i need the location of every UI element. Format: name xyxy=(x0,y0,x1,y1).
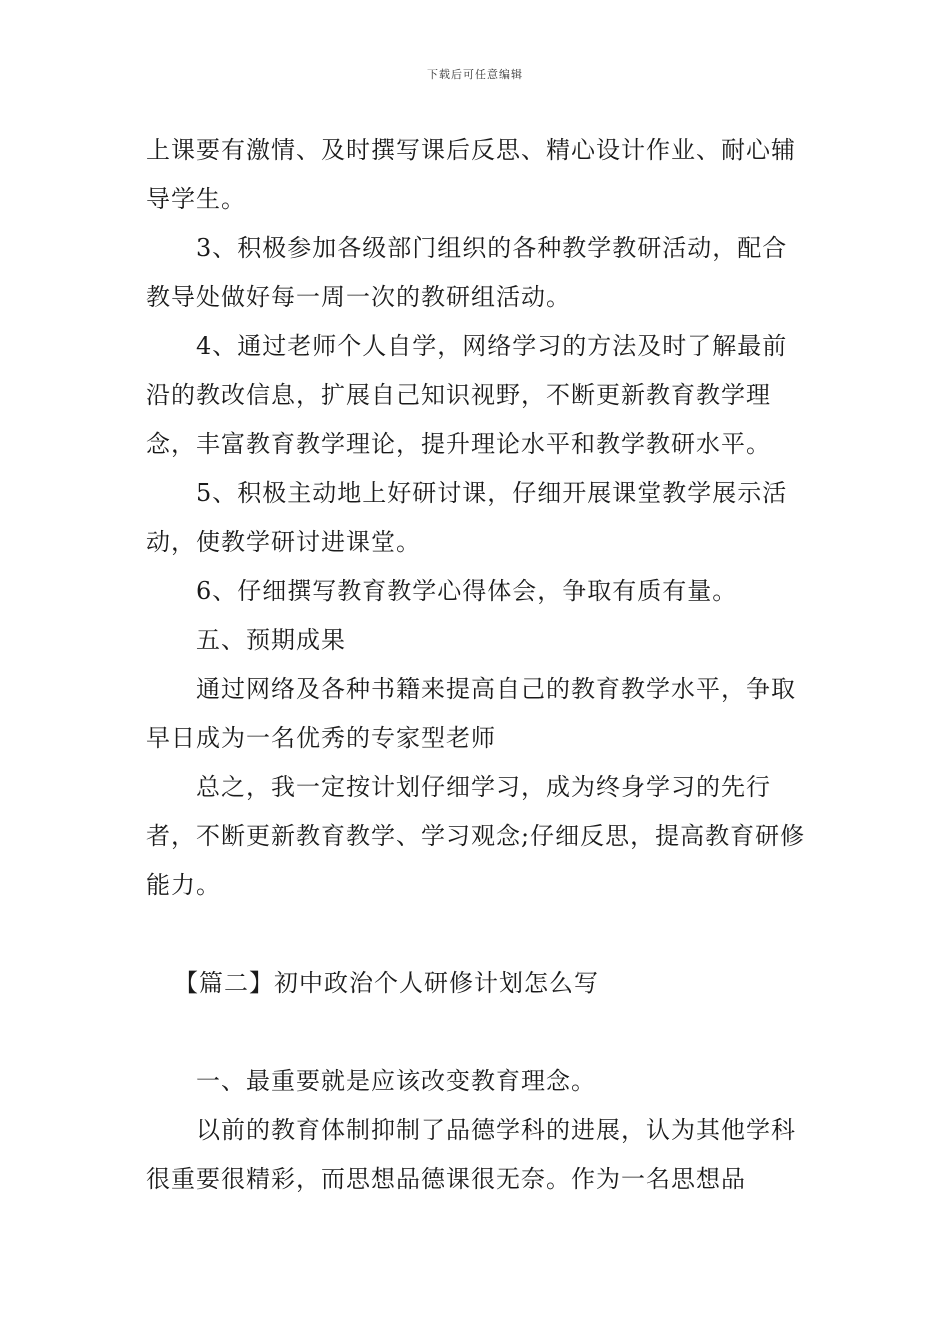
paragraph-item-3: 3、积极参加各级部门组织的各种教学教研活动，配合教导处做好每一周一次的教研组活动。 xyxy=(146,234,788,311)
document-body xyxy=(146,126,812,1204)
article-title: 【篇二】初中政治个人研修计划怎么写 xyxy=(174,969,599,997)
paragraph-continuation: 上课要有激情、及时撰写课后反思、精心设计作业、耐心辅导学生。 xyxy=(146,136,796,213)
paragraph-conclusion: 总之，我一定按计划仔细学习，成为终身学习的先行者，不断更新教育教学、学习观念;仔细反思，提高教育研修能力。 xyxy=(146,773,806,899)
page-header-note: 下载后可任意编辑 xyxy=(427,68,523,81)
section-heading-expected-results: 五、预期成果 xyxy=(196,626,346,654)
paragraph-item-5: 5、积极主动地上好研讨课，仔细开展课堂教学展示活动，使教学研讨进课堂。 xyxy=(146,479,788,556)
paragraph-first-point: 以前的教育体制抑制了品德学科的进展，认为其他学科很重要很精彩，而思想品德课很无奈。作为一名思想品 xyxy=(146,1116,796,1193)
paragraph-item-4: 4、通过老师个人自学，网络学习的方法及时了解最前沿的教改信息，扩展自己知识视野，不断更新教育教学理念，丰富教育教学理论，提升理论水平和教学教研水平。 xyxy=(146,332,788,458)
spacer xyxy=(146,1008,812,1057)
section-heading-first-point: 一、最重要就是应该改变教育理念。 xyxy=(196,1067,596,1095)
paragraph-item-6: 6、仔细撰写教育教学心得体会，争取有质有量。 xyxy=(196,577,738,605)
spacer xyxy=(146,910,812,959)
paragraph-expected-results: 通过网络及各种书籍来提高自己的教育教学水平，争取早日成为一名优秀的专家型老师 xyxy=(146,675,796,752)
